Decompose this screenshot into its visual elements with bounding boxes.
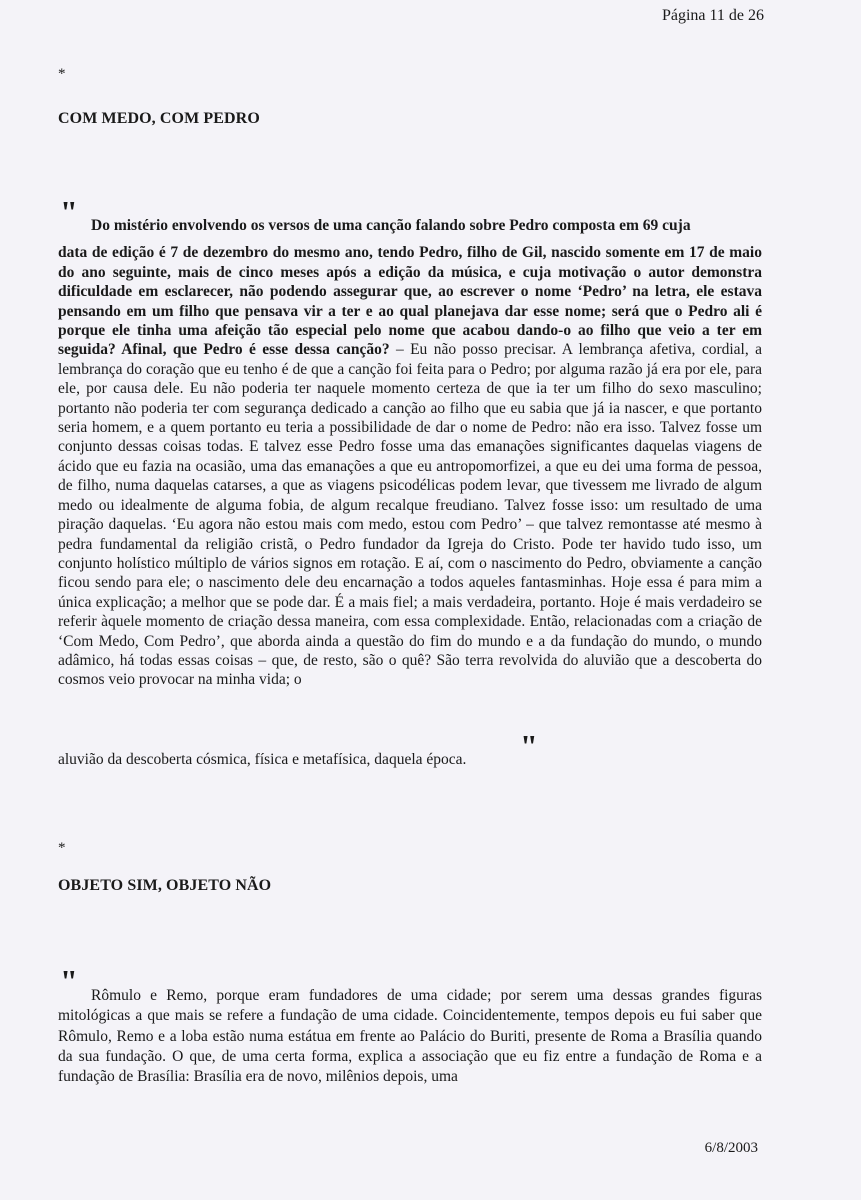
body-paragraph [58,243,762,689]
section-marker: * [58,66,66,82]
answer-text: – Eu não posso precisar. A lembrança afetiva, cordial, a lembrança do coração que eu tenho é de que a canção foi feita para o Pedro; por alguma razão já era por ele, para ele, por causa dele. Eu não poderia ter naquele momento certeza de que ia ter um filho do sexo masculino; portanto não poderia ter com segurança dedicado a canção ao filho que eu sabia que já ia nascer, e que portanto seria homem, e a quem portanto eu teria a possibilidade de dar o nome de Pedro: não era isso. Talvez fosse um conjunto dessas coisas todas. E talvez esse Pedro fosse uma das emanações significantes daquelas viagens de ácido que eu fazia na ocasião, uma das emanações a que eu antropomorfizei, a que eu dei uma forma de pessoa, de filho, numa daquelas catarses, a que as viagens psicodélicas podem levar, que tivessem me livrado de algum medo ou idealmente de alguma fobia, de algum recalque freudiano. Talvez fosse isso: um resultado de uma piração daquelas. ‘Eu agora não estou mais com medo, estou com Pedro’ – que talvez remontasse até mesmo à pedra fundamental da religião cristã, o Pedro fundador da Igreja do Cristo. Pode ter havido tudo isso, um conjunto holístico múltiplo de vários signos em rotação. E aí, com o nascimento do Pedro, obviamente a canção ficou sendo para ele; o nascimento dele deu encarnação a todos aqueles fantasminhas. Hoje essa é para mim a única explicação; a melhor que se pode dar. É a mais fiel; a mais verdadeira, portanto. Hoje é mais verdadeiro se referir àquele momento de criação dessa maneira, com essa complexidade. Então, relacionadas com a criação de ‘Com Medo, Com Pedro’, que aborda ainda a questão do fim do mundo e a da fundação do mundo, o mundo adâmico, há todas essas coisas – que, de resto, são o quê? São terra revolvida do aluvião que a descoberta do cosmos veio provocar na minha vida; o [58,341,762,689]
section-body [58,986,762,1087]
open-quote-mark: " [60,194,78,230]
body-paragraph: Rômulo e Remo, porque eram fundadores de uma cidade; por serem uma dessas grandes figuras mitológicas a que mais se refere a fundação de uma cidade. Coincidentemente, tempos depois eu fui saber que Rômulo, Remo e a loba estão numa estátua em frente ao Palácio do Buriti, presente de Roma a Brasília quando da sua fundação. O que, de uma certa forma, explica a associação que eu fiz entre a fundação de Roma e a fundação de Brasília: Brasília era de novo, milênios depois, uma [58,987,762,1086]
intro-question: data de edição é 7 de dezembro do mesmo ano, tendo Pedro, filho de Gil, nascido somente em 17 de maio do ano seguinte, mais de cinco meses após a edição da música, e cuja motivação o autor demonstra dificuldade em esclarecer, não podendo assegurar que, ao escrever o nome ‘Pedro’ na letra, ele estava pensando em um filho que pensava vir a ter e ao qual planejava dar esse nome; será que o Pedro ali é porque ele tinha uma afeição tão especial pelo nome que acabou dando-o ao filho que veio a ter em seguida? Afinal, que Pedro é esse dessa canção? [58,244,762,359]
section-title: COM MEDO, COM PEDRO [58,110,260,127]
section-body [58,216,762,690]
closing-line: aluvião da descoberta cósmica, física e metafísica, daquela época. [58,751,467,768]
footer-date: 6/8/2003 [704,1140,758,1156]
page-number: Página 11 de 26 [661,7,764,24]
intro-first-line: Do mistério envolvendo os versos de uma canção falando sobre Pedro composta em 69 cuja [91,217,691,234]
close-quote-mark: " [520,728,538,764]
section-marker: * [58,840,66,856]
open-quote-mark: " [60,963,78,999]
section-title: OBJETO SIM, OBJETO NÃO [58,877,272,894]
